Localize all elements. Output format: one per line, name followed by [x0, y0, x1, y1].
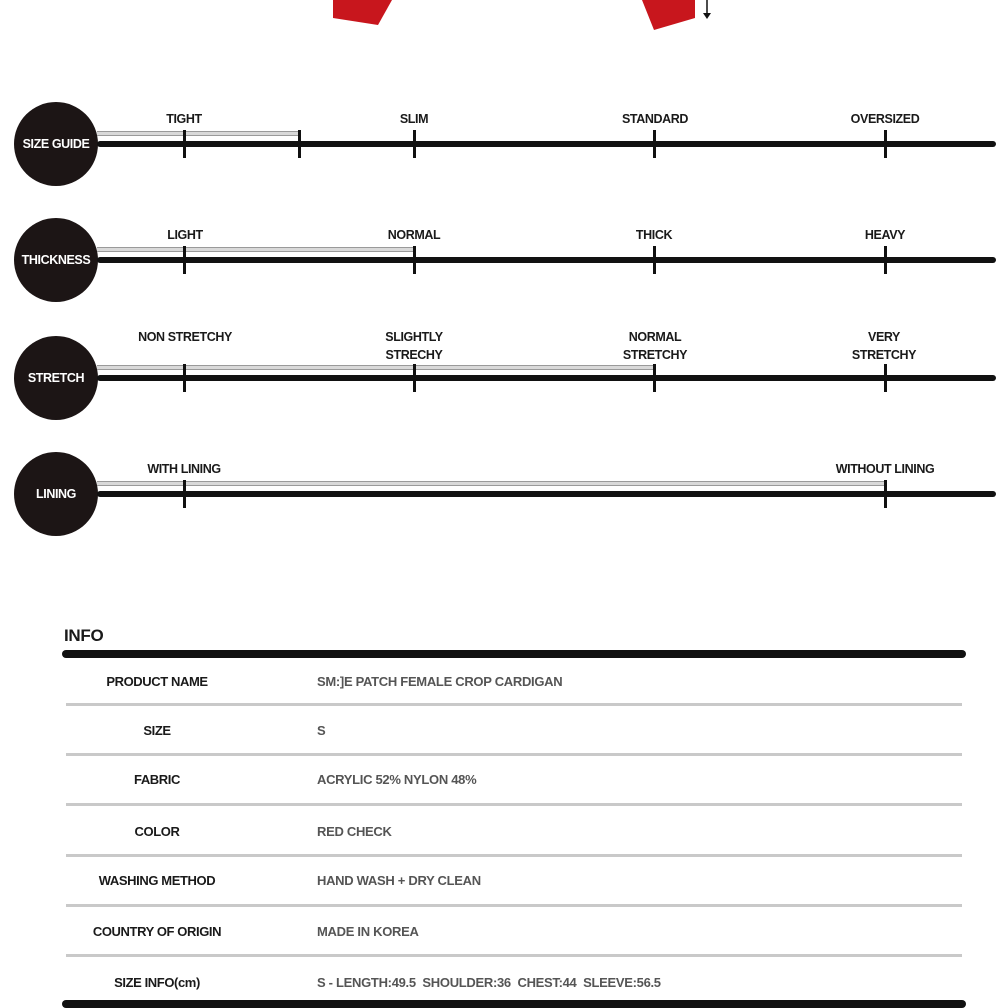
guide-thickness-label-light: LIGHT: [167, 228, 203, 242]
info-row-country-of-origin: [66, 906, 962, 956]
guide-thickness-label-normal: NORMAL: [387, 228, 441, 242]
info-bottom-rule: [62, 1000, 966, 1008]
guide-lining-label-without: WITHOUT LINING: [835, 462, 935, 476]
guide-lining: [0, 450, 1004, 540]
guide-size: [0, 100, 1004, 190]
guide-thickness: [0, 216, 1004, 306]
guide-stretch: [0, 330, 1004, 424]
guide-size-tick-oversized: [884, 130, 887, 158]
info-key: FABRIC: [134, 771, 180, 787]
guide-stretch-tick-very: [884, 364, 887, 392]
guide-thickness-fill: [97, 247, 415, 252]
guide-stretch-tick-non: [183, 364, 186, 392]
guide-size-badge: SIZE GUIDE: [14, 102, 98, 186]
guide-thickness-label-heavy: HEAVY: [864, 228, 906, 242]
info-value: HAND WASH + DRY CLEAN: [317, 872, 481, 888]
info-value: MADE IN KOREA: [317, 923, 419, 939]
guide-size-tick-tight: [183, 130, 186, 158]
guide-thickness-label-thick: THICK: [635, 228, 673, 242]
guide-stretch-label-normal-1: NORMAL: [628, 330, 682, 344]
guide-lining-label-with: WITH LINING: [147, 462, 221, 476]
guide-lining-badge: LINING: [14, 452, 98, 536]
guide-thickness-tick-thick: [653, 246, 656, 274]
info-value: RED CHECK: [317, 823, 392, 839]
measure-arrow-head: [703, 13, 711, 19]
product-photo-crop: [0, 0, 1004, 40]
guide-size-label-tight: TIGHT: [166, 112, 202, 126]
info-key: COUNTRY OF ORIGIN: [92, 923, 222, 939]
guide-size-tick-end: [298, 130, 301, 158]
info-value: SM:]E PATCH FEMALE CROP CARDIGAN: [317, 673, 563, 689]
guide-stretch-label-slightly-1: SLIGHTLY: [385, 330, 443, 344]
guide-lining-tick-without: [884, 480, 887, 508]
info-row-product-name: [66, 656, 962, 706]
right-sleeve-cuff: [642, 0, 695, 30]
guide-size-label-slim: SLIM: [399, 112, 429, 126]
guide-stretch-axis: [97, 375, 996, 381]
guide-stretch-label-very-2: STRETCHY: [851, 348, 917, 362]
info-value: S: [317, 722, 326, 738]
guide-thickness-tick-normal: [413, 246, 416, 274]
guide-thickness-badge: THICKNESS: [14, 218, 98, 302]
guide-stretch-fill: [97, 365, 655, 370]
guide-stretch-badge: STRETCH: [14, 336, 98, 420]
guide-stretch-tick-slightly: [413, 364, 416, 392]
info-value: ACRYLIC 52% NYLON 48%: [317, 771, 477, 787]
guide-thickness-tick-heavy: [884, 246, 887, 274]
guide-size-label-standard: STANDARD: [621, 112, 689, 126]
info-key: SIZE: [143, 722, 171, 738]
info-title: INFO: [64, 626, 104, 645]
guide-size-fill: [97, 131, 300, 136]
info-key: PRODUCT NAME: [106, 673, 208, 689]
info-value: S - LENGTH:49.5 SHOULDER:36 CHEST:44 SLEEVE:56.5: [317, 974, 661, 990]
guide-size-tick-slim: [413, 130, 416, 158]
info-key: WASHING METHOD: [98, 872, 216, 888]
guide-thickness-tick-light: [183, 246, 186, 274]
guide-stretch-label-non: NON STRETCHY: [138, 330, 232, 344]
guide-thickness-axis: [97, 257, 996, 263]
info-row-fabric: [66, 754, 962, 804]
left-sleeve-cuff: [333, 0, 392, 25]
info-key: COLOR: [134, 823, 180, 839]
info-row-color: [66, 806, 962, 856]
guide-stretch-label-very-1: VERY: [868, 330, 900, 344]
guide-size-axis: [97, 141, 996, 147]
guide-size-tick-standard: [653, 130, 656, 158]
guide-stretch-label-slightly-2: STRECHY: [385, 348, 443, 362]
info-row-size: [66, 705, 962, 755]
guide-lining-tick-with: [183, 480, 186, 508]
info-key: SIZE INFO(cm): [114, 974, 200, 990]
guide-size-label-oversized: OVERSIZED: [850, 112, 920, 126]
guide-lining-axis: [97, 491, 996, 497]
guide-stretch-tick-normal: [653, 364, 656, 392]
guide-stretch-label-normal-2: STRETCHY: [622, 348, 688, 362]
info-row-washing-method: [66, 855, 962, 905]
guide-lining-fill: [97, 481, 886, 486]
